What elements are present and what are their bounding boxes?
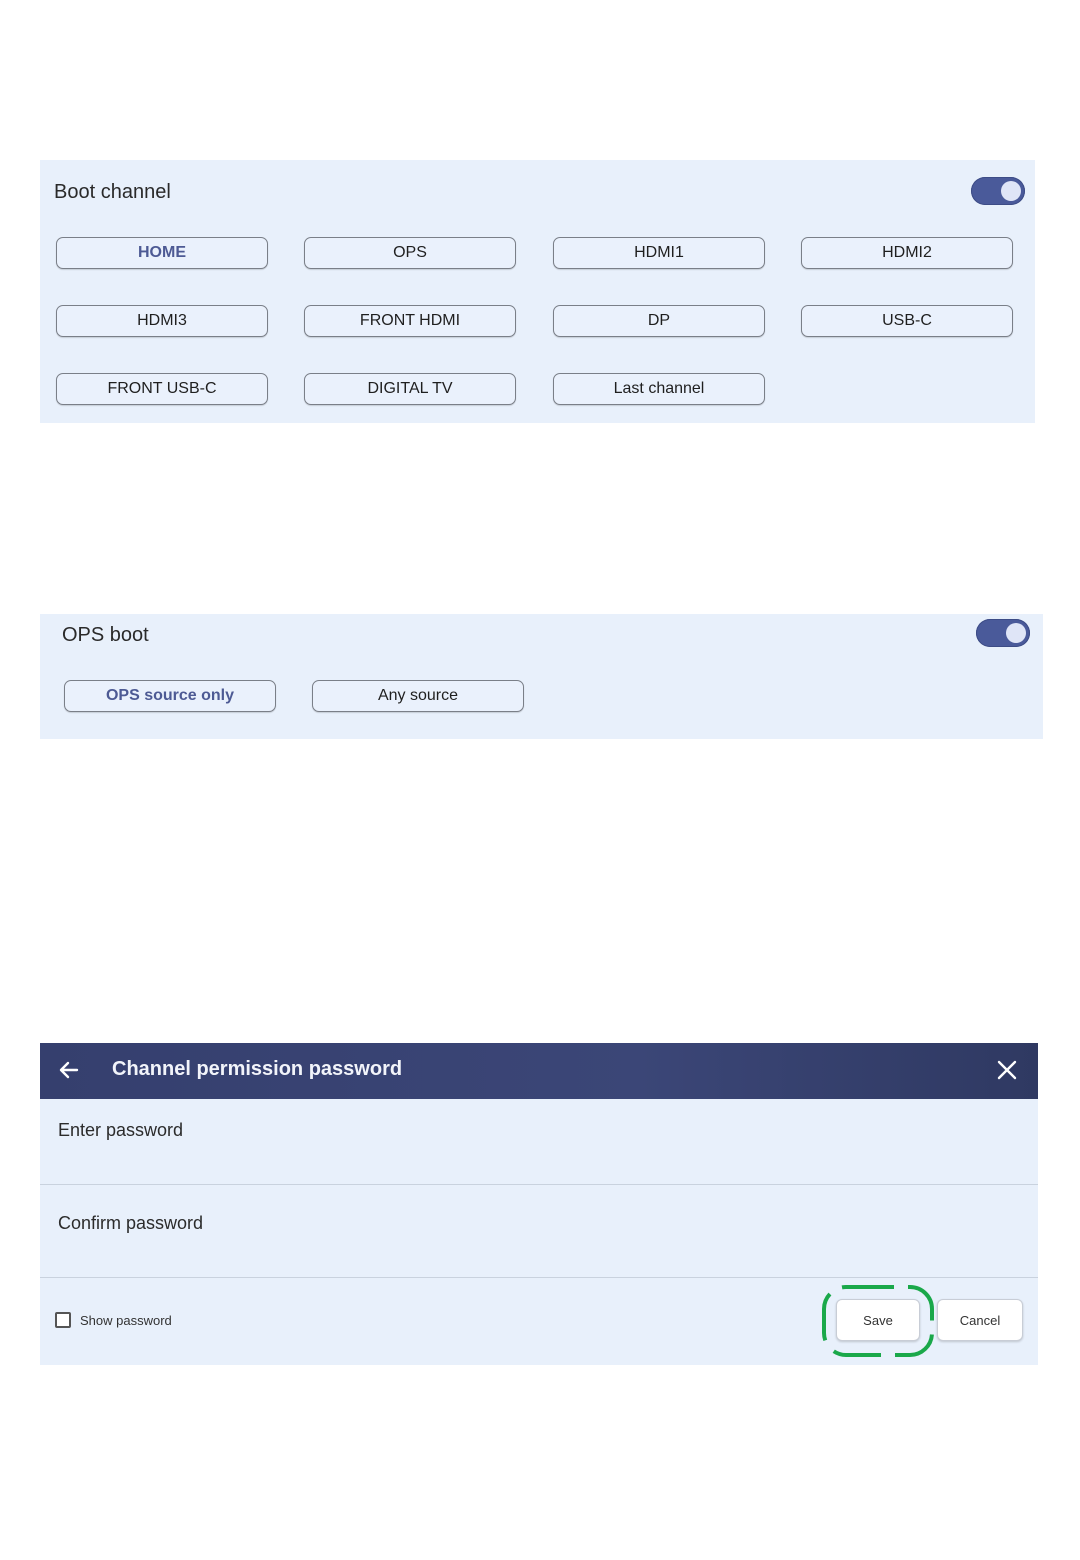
show-password-checkbox[interactable] <box>55 1312 71 1328</box>
channel-hdmi3-button[interactable]: HDMI3 <box>56 305 268 337</box>
ops-boot-title: OPS boot <box>62 624 149 646</box>
back-arrow-icon[interactable] <box>56 1057 82 1083</box>
channel-hdmi1-button[interactable]: HDMI1 <box>553 237 765 269</box>
boot-channel-toggle[interactable] <box>971 177 1025 205</box>
dialog-footer <box>40 1278 1038 1365</box>
channel-dp-button[interactable]: DP <box>553 305 765 337</box>
channel-home-button[interactable]: HOME <box>56 237 268 269</box>
ops-boot-panel <box>40 614 1043 739</box>
ops-boot-toggle[interactable] <box>976 619 1030 647</box>
channel-last-channel-button[interactable]: Last channel <box>553 373 765 405</box>
ops-source-only-button[interactable]: OPS source only <box>64 680 276 712</box>
channel-digital-tv-button[interactable]: DIGITAL TV <box>304 373 516 405</box>
close-icon[interactable] <box>994 1057 1020 1083</box>
dialog-title: Channel permission password <box>112 1058 403 1080</box>
toggle-knob <box>1006 623 1026 643</box>
dialog-header <box>40 1043 1038 1099</box>
boot-channel-panel <box>40 160 1035 423</box>
channel-usb-c-button[interactable]: USB-C <box>801 305 1013 337</box>
channel-front-usb-c-button[interactable]: FRONT USB-C <box>56 373 268 405</box>
channel-ops-button[interactable]: OPS <box>304 237 516 269</box>
show-password-label: Show password <box>80 1313 172 1328</box>
any-source-button[interactable]: Any source <box>312 680 524 712</box>
enter-password-label: Enter password <box>58 1120 184 1140</box>
toggle-knob <box>1001 181 1021 201</box>
cancel-button[interactable]: Cancel <box>937 1299 1023 1341</box>
save-button[interactable]: Save <box>836 1299 920 1341</box>
confirm-password-label: Confirm password <box>58 1213 204 1233</box>
confirm-password-field[interactable] <box>40 1185 1038 1278</box>
channel-front-hdmi-button[interactable]: FRONT HDMI <box>304 305 516 337</box>
boot-channel-title: Boot channel <box>54 181 171 203</box>
channel-hdmi2-button[interactable]: HDMI2 <box>801 237 1013 269</box>
enter-password-field[interactable] <box>40 1099 1038 1185</box>
